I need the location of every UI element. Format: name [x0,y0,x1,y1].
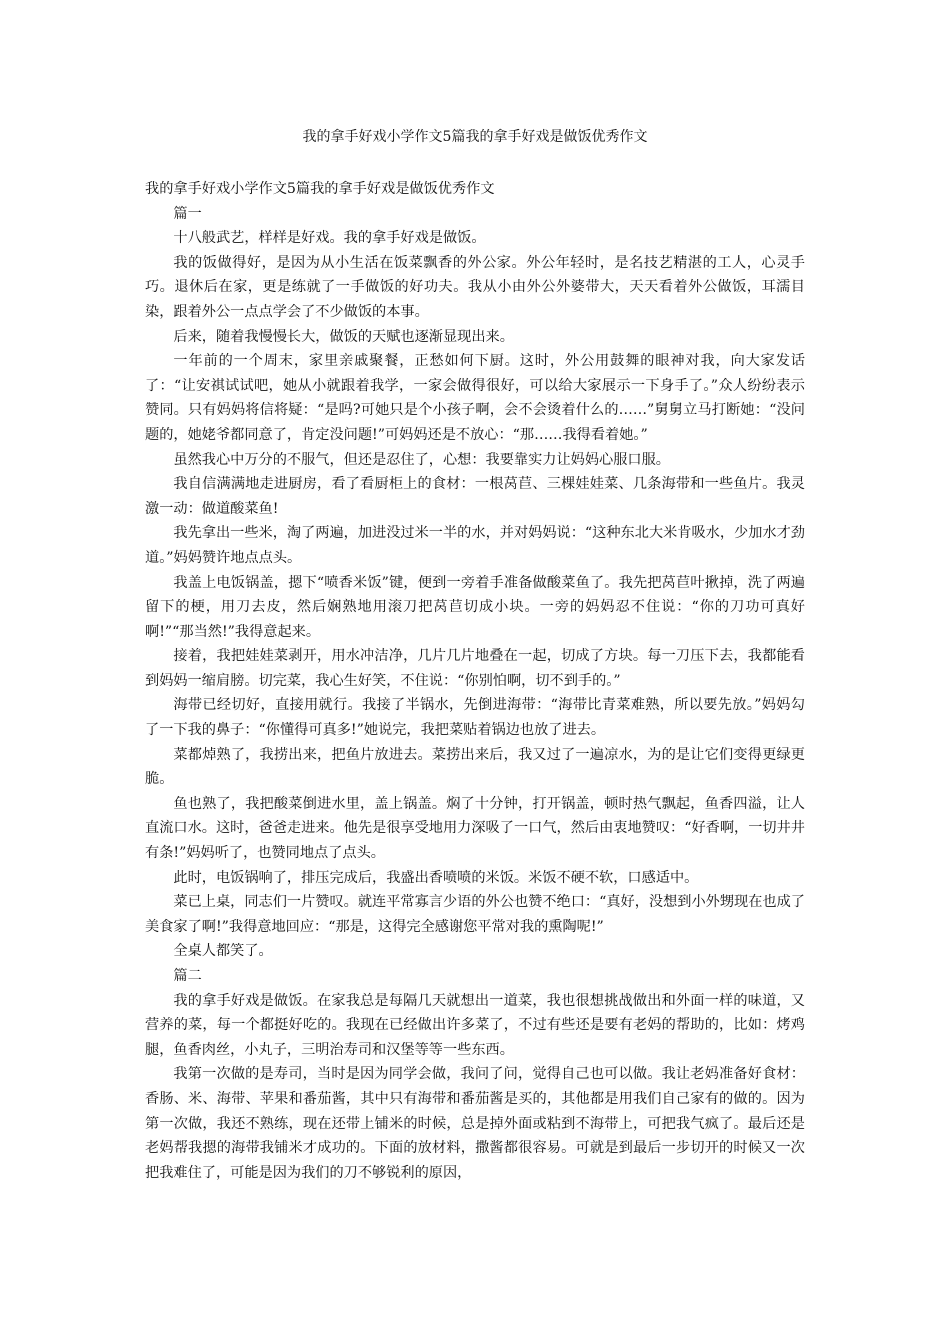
paragraph: 全桌人都笑了。 [173,943,273,960]
paragraph: 我的拿手好戏是做饭。在家我总是每隔几天就想出一道菜，我也很想挑战做出和外面一样的味道，又营养的菜，每一个都挺好吃的。我现在已经做出许多菜了，不过有些还是要有老妈的帮助的，比如：烤鸡腿，鱼香肉丝，小丸子，三明治寿司和汉堡等等一些东西。 [145,992,805,1058]
paragraph: 我先拿出一些米，淘了两遍，加进没过米一半的水，并对妈妈说：“这种东北大米肯吸水，少加水才劲道。”妈妈赞许地点点头。 [145,525,805,566]
document-title: 我的拿手好戏小学作文5篇我的拿手好戏是做饭优秀作文 [302,129,648,145]
section-heading: 篇一 [173,205,202,222]
document-body [145,177,805,1185]
section-heading: 篇二 [173,968,202,984]
paragraph: 鱼也熟了，我把酸菜倒进水里，盖上锅盖。焖了十分钟，打开锅盖，顿时热气飘起，鱼香四溢，让人直流口水。这时，爸爸走进来。他先是很享受地用力深吸了一口气，然后由衷地赞叹：“好香啊，一切井井有条!”妈妈听了，也赞同地点了点头。 [145,795,805,862]
paragraph: 我第一次做的是寿司，当时是因为同学会做，我问了问，觉得自己也可以做。我让老妈准备好食材：香肠、米、海带、苹果和番茄酱，其中只有海带和番茄酱是买的，其他都是用我们自己家有的做的。因为第一次做，我还不熟练，现在还带上铺米的时候，总是掉外面或粘到不海带上，可把我气疯了。最后还是老妈帮我摁的海带我铺米才成功的。下面的放材料，撒酱都很容易。可就是到最后一步切开的时候又一次把我难住了，可能是因为我们的刀不够锐利的原因， [145,1066,805,1181]
paragraph: 此时，电饭锅响了，排压完成后，我盛出香喷喷的米饭。米饭不硬不软，口感适中。 [173,869,699,886]
paragraph: 菜都焯熟了，我捞出来，把鱼片放进去。菜捞出来后，我又过了一遍凉水，为的是让它们变得更绿更脆。 [145,746,805,788]
paragraph: 我盖上电饭锅盖，摁下“喷香米饭”键，便到一旁着手准备做酸菜鱼了。我先把莴苣叶揪掉，洗了两遍留下的梗，用刀去皮，然后娴熟地用滚刀把莴苣切成小块。一旁的妈妈忍不住说：“你的刀功可真好啊!”“那当然!”我得意起来。 [145,574,805,640]
paragraph: 我的饭做得好，是因为从小生活在饭菜飘香的外公家。外公年轻时，是名技艺精湛的工人，心灵手巧。退休后在家，更是练就了一手做饭的好功夫。我从小由外公外婆带大，天天看着外公做饭，耳濡目染，跟着外公一点点学会了不少做饭的本事。 [145,254,805,320]
paragraph: 后来，随着我慢慢长大，做饭的天赋也逐渐显现出来。 [173,328,514,345]
paragraph: 菜已上桌，同志们一片赞叹。就连平常寡言少语的外公也赞不绝口：“真好，没想到小外甥现在也成了美食家了啊!”我得意地回应：“那是，这得完全感谢您平常对我的熏陶呢!” [145,894,805,935]
paragraph: 十八般武艺，样样是好戏。我的拿手好戏是做饭。 [173,230,486,247]
paragraph: 虽然我心中万分的不服气，但还是忍住了，心想：我要靠实力让妈妈心服口服。 [173,451,670,468]
paragraph: 一年前的一个周末，家里亲戚聚餐，正愁如何下厨。这时，外公用鼓舞的眼神对我，向大家发话了：“让安祺试试吧，她从小就跟着我学，一家会做得很好，可以给大家展示一下身手了。”众人纷纷表示赞同。只有妈妈将信将疑：“是吗?可她只是个小孩子啊，会不会烫着什么的……”舅舅立马打断她：“没问题的，她姥爷都同意了，肯定没问题!”可妈妈还是不放心：“那……我得看着她。” [145,353,805,443]
paragraph: 海带已经切好，直接用就行。我接了半锅水，先倒进海带：“海带比青菜难熟，所以要先放。”妈妈勾了一下我的鼻子：“你懂得可真多!”她说完，我把菜贴着锅边也放了进去。 [145,697,805,739]
document-subtitle: 我的拿手好戏小学作文5篇我的拿手好戏是做饭优秀作文 [145,181,495,197]
paragraph: 我自信满满地走进厨房，看了看厨柜上的食材：一根莴苣、三棵娃娃菜、几条海带和一些鱼片。我灵激一动：做道酸菜鱼! [145,476,805,517]
paragraph: 接着，我把娃娃菜剥开，用水冲洁净，几片几片地叠在一起，切成了方块。每一刀压下去，我都能看到妈妈一缩肩膀。切完菜，我心生好笑，不住说：“你别怕啊，切不到手的。” [145,648,805,689]
